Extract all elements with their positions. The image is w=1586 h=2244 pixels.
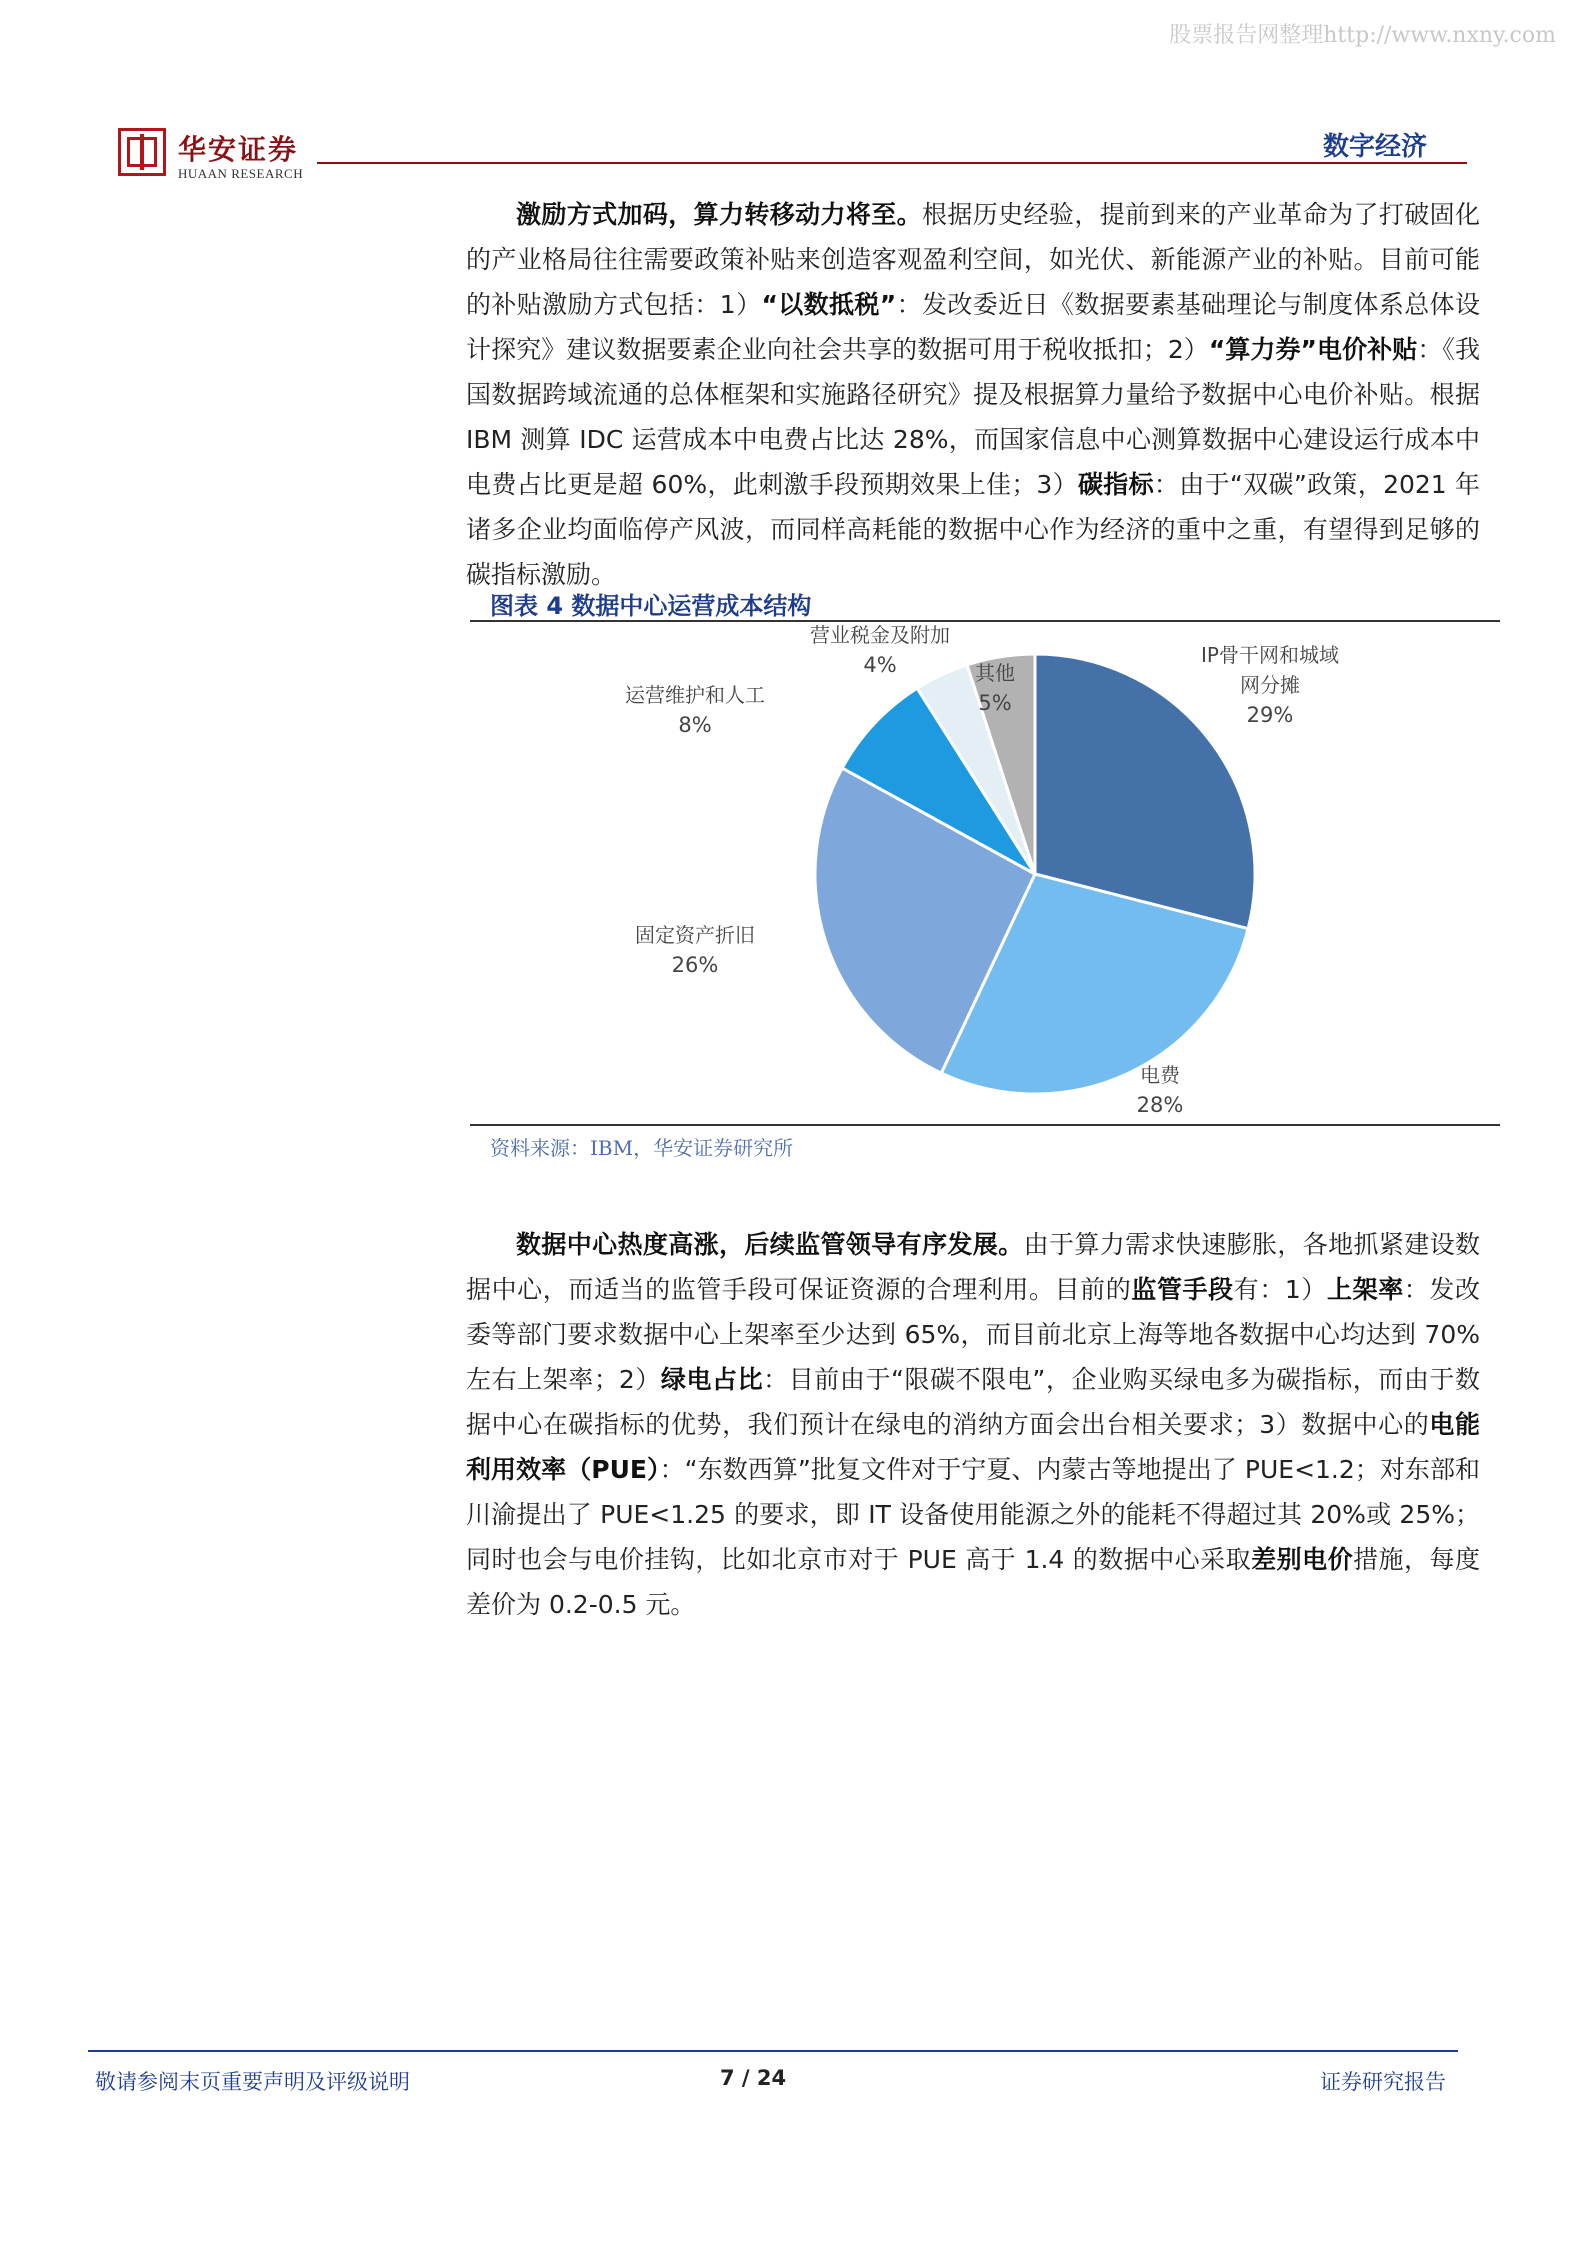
pie-pct-1: 28% xyxy=(1136,1093,1184,1117)
pie-pct-3: 8% xyxy=(678,713,712,737)
pie-pct-4: 4% xyxy=(863,653,897,677)
pie-label-5-0: 其他 xyxy=(975,661,1015,685)
para1-bold-3: 碳指标 xyxy=(1077,470,1154,499)
footer-disclaimer: 敬请参阅末页重要声明及评级说明 xyxy=(95,2070,410,2094)
pie-label-0-0: IP骨干网和城域 xyxy=(1201,643,1339,667)
header-divider xyxy=(317,162,1467,164)
paragraph-regulation xyxy=(466,1222,1480,1627)
huaan-logo-icon xyxy=(118,128,166,176)
page-header xyxy=(112,118,1467,181)
para2-text-4: ：目前由于“限碳不限电”，企业购买绿电多为碳指标，而由于数据中心在碳指标的优势，我们预计在绿电的消纳方面会出台相关要求；3）数据中心的 xyxy=(466,1365,1480,1439)
para2-bold-4: 电能利用效率（PUE） xyxy=(466,1410,1480,1484)
para2-bold-3: 绿电占比 xyxy=(660,1365,764,1394)
para2-text-2: 有：1） xyxy=(1233,1275,1328,1304)
para2-text-5: ：“东数西算”批复文件对于宁夏、内蒙古等地提出了 PUE<1.2；对东部和川渝提出了 PUE<1.25 的要求，即 IT 设备使用能源之外的能耗不得超过其 20%或 25%；同时也会与电价挂钩，比如北京市对于 PUE 高于 1.4 的数据中心采取 xyxy=(466,1455,1480,1574)
footer-report-type: 证券研究报告 xyxy=(1320,2070,1446,2094)
pie-chart xyxy=(470,622,1500,1122)
page-number: 7 / 24 xyxy=(720,2066,787,2090)
para2-lead: 数据中心热度高涨，后续监管领导有序发展。 xyxy=(516,1230,1024,1259)
pie-label-3-0: 运营维护和人工 xyxy=(625,683,765,707)
figure-bottom-rule xyxy=(470,1124,1500,1126)
para2-bold-2: 上架率 xyxy=(1327,1275,1404,1304)
para1-text-1: 根据历史经验，提前到来的产业革命为了打破固化的产业格局往往需要政策补贴来创造客观盈利空间，如光伏、新能源产业的补贴。目前可能的补贴激励方式包括：1） xyxy=(466,200,1480,319)
para2-bold-1: 监管手段 xyxy=(1131,1275,1234,1304)
para2-text-1: 由于算力需求快速膨胀，各地抓紧建设数据中心，而适当的监管手段可保证资源的合理利用。目前的 xyxy=(466,1230,1480,1304)
logo-text-en: HUAAN RESEARCH xyxy=(178,166,304,181)
para1-text-2: ：发改委近日《数据要素基础理论与制度体系总体设计探究》建议数据要素企业向社会共享的数据可用于税收抵扣；2） xyxy=(466,290,1480,364)
pie-label-1-0: 电费 xyxy=(1140,1063,1180,1087)
para1-bold-1: “以数抵税” xyxy=(761,290,897,319)
pie-pct-0: 29% xyxy=(1246,703,1294,727)
para1-text-4: ：由于“双碳”政策，2021 年诸多企业均面临停产风波，而同样高耗能的数据中心作为经济的重中之重，有望得到足够的碳指标激励。 xyxy=(466,470,1480,589)
pie-pct-5: 5% xyxy=(978,691,1012,715)
para1-bold-2: “算力券”电价补贴 xyxy=(1208,335,1418,364)
para2-text-6: 措施，每度差价为 0.2-0.5 元。 xyxy=(466,1545,1480,1619)
paragraph-incentives xyxy=(466,192,1480,597)
pie-label-0-1: 网分摊 xyxy=(1240,673,1300,697)
para1-text-3: ：《我国数据跨域流通的总体框架和实施路径研究》提及根据算力量给予数据中心电价补贴。根据 IBM 测算 IDC 运营成本中电费占比达 28%，而国家信息中心测算数据中心建设运行成本中电费占比更是超 60%，此刺激手段预期效果上佳；3） xyxy=(466,335,1480,499)
figure-title: 图表 4 数据中心运营成本结构 xyxy=(490,592,812,620)
para2-text-3: ：发改委等部门要求数据中心上架率至少达到 65%，而目前北京上海等地各数据中心均达到 70%左右上架率；2） xyxy=(466,1275,1480,1394)
pie-pct-2: 26% xyxy=(671,953,719,977)
figure-source: 资料来源：IBM，华安证券研究所 xyxy=(490,1136,794,1160)
pie-label-2-0: 固定资产折旧 xyxy=(635,923,755,947)
para2-bold-5: 差别电价 xyxy=(1251,1545,1354,1574)
section-title: 数字经济 xyxy=(1322,132,1427,162)
para1-lead: 激励方式加码，算力转移动力将至。 xyxy=(516,200,923,229)
pie-label-4-0: 营业税金及附加 xyxy=(810,623,950,647)
logo-text-cn: 华安证券 xyxy=(178,133,299,166)
footer-divider xyxy=(88,2050,1458,2052)
watermark-text: 股票报告网整理http://www.nxny.com xyxy=(1169,23,1556,48)
